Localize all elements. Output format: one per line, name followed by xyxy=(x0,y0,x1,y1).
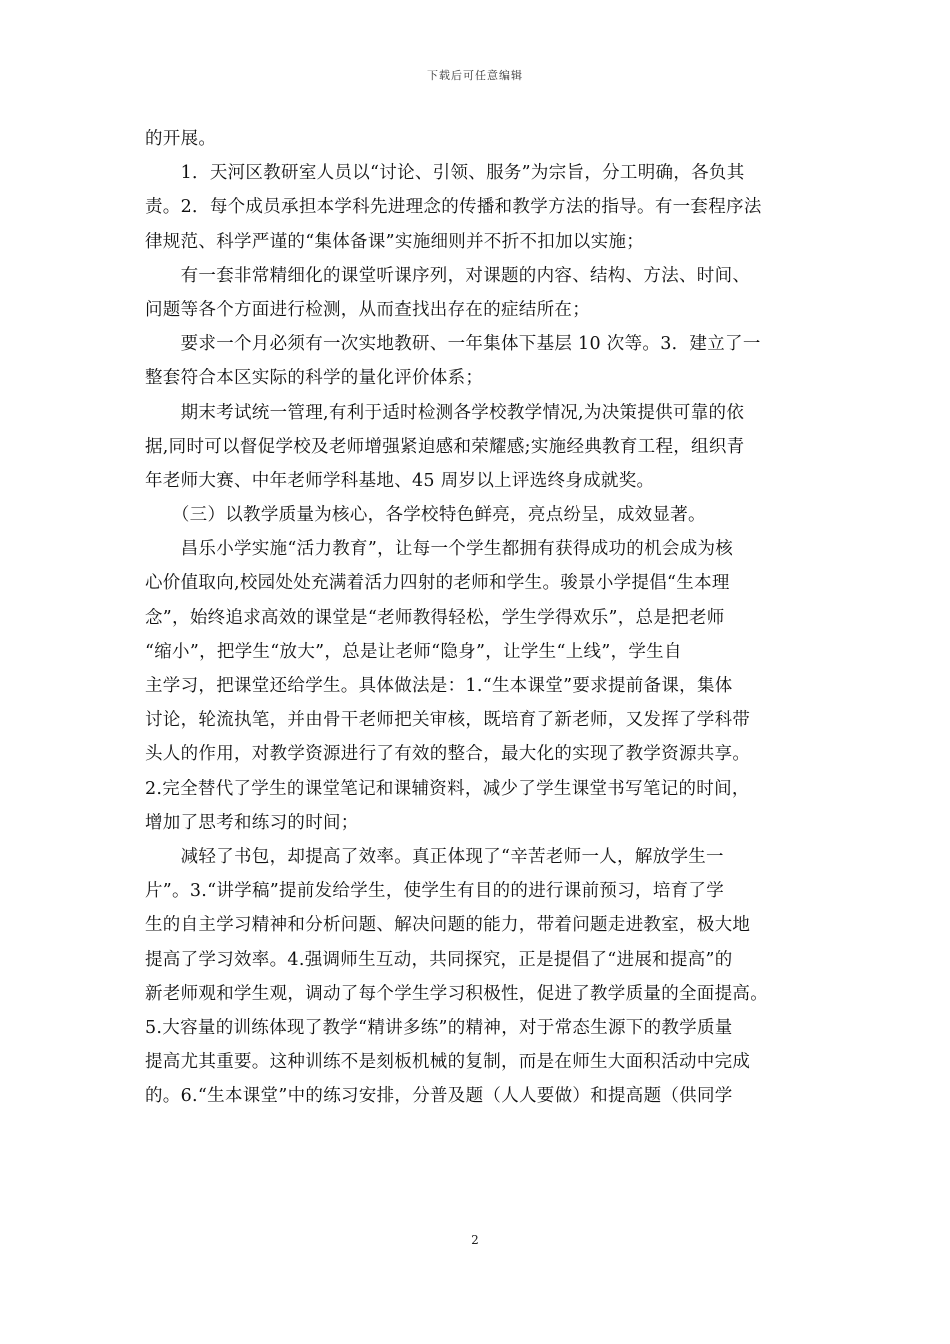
text-line: 有一套非常精细化的课堂听课序列，对课题的内容、结构、方法、时间、 xyxy=(145,265,751,286)
text-line: 减轻了书包，却提高了效率。真正体现了“辛苦老师一人，解放学生一 xyxy=(145,846,724,867)
text-line: 主学习，把课堂还给学生。具体做法是：1.“生本课堂”要求提前备课，集体 xyxy=(145,676,733,696)
text-line: 心价值取向,校园处处充满着活力四射的老师和学生。骏景小学提倡“生本理 xyxy=(145,573,730,594)
text-line: 问题等各个方面进行检测，从而查找出存在的症结所在； xyxy=(145,299,590,320)
text-line: “缩小”，把学生“放大”，总是让老师“隐身”，让学生“上线”，学生自 xyxy=(145,641,682,662)
text-line: 1．天河区教研室人员以“讨论、引领、服务”为宗旨，分工明确，各负其 xyxy=(145,163,745,184)
document-body xyxy=(145,122,813,1113)
text-line: 要求一个月必须有一次实地教研、一年集体下基层 10 次等。3．建立了一 xyxy=(145,334,761,355)
text-line: 头人的作用，对教学资源进行了有效的整合，最大化的实现了教学资源共享。 xyxy=(145,744,751,765)
text-line: 昌乐小学实施“活力教育”，让每一个学生都拥有获得成功的机会成为核 xyxy=(145,539,734,560)
text-line: （三）以教学质量为核心，各学校特色鲜亮，亮点纷呈，成效显著。 xyxy=(145,505,706,526)
text-line: 念”，始终追求高效的课堂是“老师教得轻松，学生学得欢乐”，总是把老师 xyxy=(145,607,725,628)
text-line: 整套符合本区实际的科学的量化评价体系； xyxy=(145,368,484,389)
text-line: 提高尤其重要。这种训练不是刻板机械的复制，而是在师生大面积活动中完成 xyxy=(145,1052,751,1073)
text-line: 的。6.“生本课堂”中的练习安排，分普及题（人人要做）和提高题（供同学 xyxy=(145,1086,733,1107)
text-line: 提高了学习效率。4.强调师生互动，共同探究，正是提倡了“进展和提高”的 xyxy=(145,949,733,970)
text-line: 5.大容量的训练体现了教学“精讲多练”的精神，对于常态生源下的教学质量 xyxy=(145,1017,733,1038)
page-header: 下载后可任意编辑 xyxy=(427,69,523,82)
page-number: 2 xyxy=(471,1233,479,1247)
text-line: 据,同时可以督促学校及老师增强紧迫感和荣耀感;实施经典教育工程，组织青 xyxy=(145,436,745,457)
text-line: 新老师观和学生观，调动了每个学生学习积极性，促进了教学质量的全面提高。 xyxy=(145,983,768,1004)
text-line: 责。2．每个成员承担本学科先进理念的传播和教学方法的指导。有一套程序法 xyxy=(145,197,762,218)
text-line: 律规范、科学严谨的“集体备课”实施细则并不折不扣加以实施； xyxy=(145,231,645,252)
text-line: 的开展。 xyxy=(145,129,217,149)
text-line: 片”。3.“讲学稿”提前发给学生，使学生有目的的进行课前预习，培育了学 xyxy=(145,881,725,902)
text-line: 讨论，轮流执笔，并由骨干老师把关审核，既培育了新老师，又发挥了学科带 xyxy=(145,710,751,731)
text-line: 2.完全替代了学生的课堂笔记和课辅资料，减少了学生课堂书写笔记的时间， xyxy=(145,778,750,799)
text-line: 增加了思考和练习的时间； xyxy=(145,812,359,833)
text-line: 年老师大赛、中年老师学科基地、45 周岁以上评选终身成就奖。 xyxy=(145,470,655,491)
text-line: 期末考试统一管理,有利于适时检测各学校教学情况,为决策提供可靠的依 xyxy=(145,402,745,423)
text-line: 生的自主学习精神和分析问题、解决问题的能力，带着问题走进教室，极大地 xyxy=(145,915,751,936)
